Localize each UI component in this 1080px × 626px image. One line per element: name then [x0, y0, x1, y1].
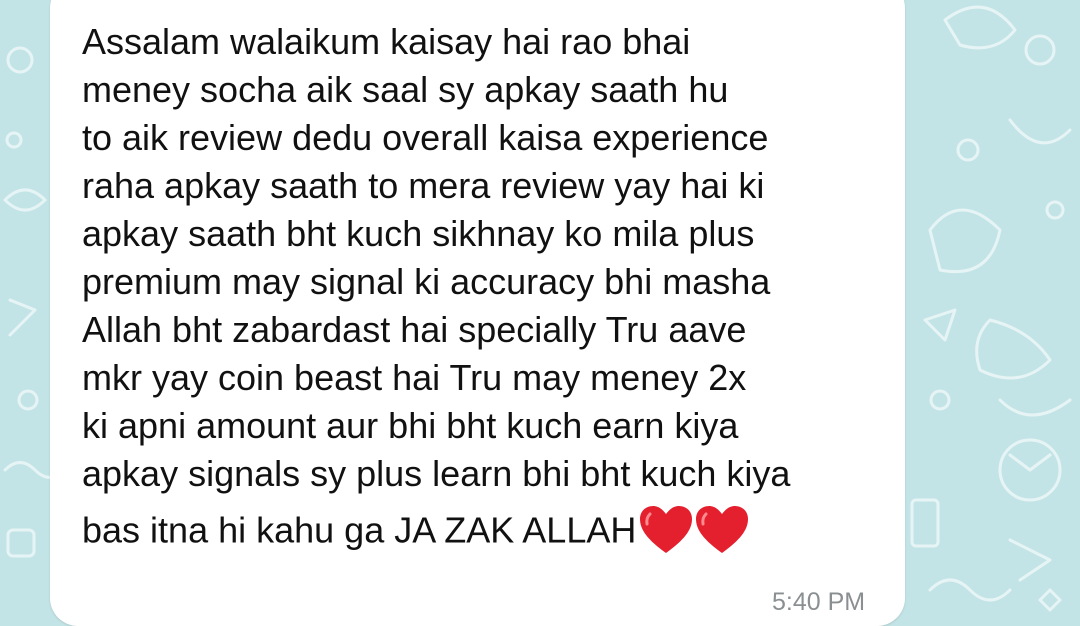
message-last-line-text: bas itna hi kahu ga JA ZAK ALLAH	[82, 509, 637, 551]
doodle-circle-icon	[8, 48, 32, 72]
message-line: to aik review dedu overall kaisa experience	[82, 117, 769, 158]
message-line: apkay signals sy plus learn bhi bht kuch kiya	[82, 453, 791, 494]
message-line: premium may signal ki accuracy bhi masha	[82, 261, 771, 302]
message-line: mkr yay coin beast hai Tru may meney 2x	[82, 357, 747, 398]
emoji-group	[638, 504, 750, 556]
message-line: Assalam walaikum kaisay hai rao bhai	[82, 21, 691, 62]
message-line: ki apni amount aur bhi bht kuch earn kiya	[82, 405, 739, 446]
message-timestamp: 5:40 PM	[772, 588, 866, 616]
message-line: Allah bht zabardast hai specially Tru aave	[82, 309, 747, 350]
doodle-cup-icon	[930, 210, 1000, 272]
message-last-line	[82, 510, 750, 556]
message-line: raha apkay saath to mera review yay hai ki	[82, 165, 765, 206]
message-line: meney socha aik saal sy apkay saath hu	[82, 69, 729, 110]
doodle-paperplane-icon	[925, 310, 955, 340]
message-line: apkay saath bht kuch sikhnay ko mila plus	[82, 213, 755, 254]
red-heart-icon	[638, 504, 694, 556]
red-heart-icon	[694, 504, 750, 556]
doodle-leaf-icon	[945, 7, 1015, 48]
